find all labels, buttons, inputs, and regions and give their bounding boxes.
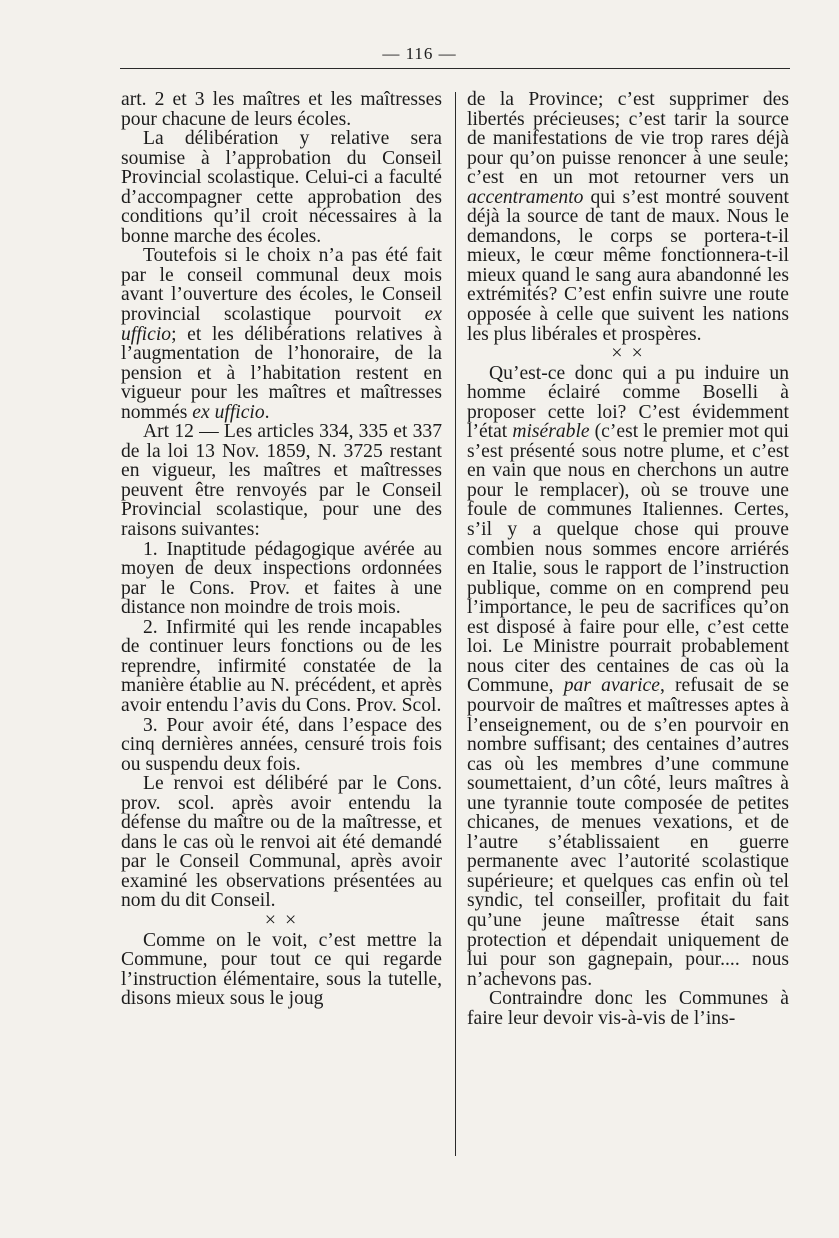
paragraph: Contraindre donc les Communes à faire leur devoir vis-à-vis de l’ins-	[467, 988, 789, 1029]
paragraph: 2. Infirmité qui les rende incapables de continuer leurs fonctions ou de les reprendre, infirmité constatée de la manière établie au N. précédent, et après avoir entendu l’avis du Cons. Prov. Scol.	[121, 616, 442, 716]
column-divider	[455, 92, 456, 1156]
text-span: qui s’est montré souvent déjà la source de tant de maux. Nous le demandons, le corps se portera-t-il mieux, le cœur même fonctionnera-t-il mieux quand le sang aura abandonné les extrémités? C’est enfin suivre une route opposée à celle que suivent les nations les plus libérales et prospères.	[467, 186, 789, 345]
paragraph	[121, 246, 442, 422]
left-column	[121, 90, 442, 1009]
section-separator: × ×	[611, 342, 645, 365]
italic-span: misérable	[512, 421, 590, 443]
paragraph: art. 2 et 3 les maîtres et les maîtresses pour chacune de leurs écoles.	[121, 89, 442, 130]
text-span: ; et les délibérations relatives à l’augmentation de l’honoraire, de la pension et à l’habitation restent en vigueur pour les maîtres et maîtresses nommés	[121, 323, 442, 423]
paragraph	[467, 90, 789, 344]
italic-span: ex ufficio	[121, 304, 442, 345]
italic-span: ex ufficio	[192, 401, 265, 423]
paragraph: Comme on le voit, c’est mettre la Commune, pour tout ce qui regarde l’instruction élémentaire, sous la tutelle, disons mieux sous le joug	[121, 929, 442, 1010]
paragraph: 1. Inaptitude pédagogique avérée au moyen de deux inspections ordonnées par le Cons. Prov. et faites à une distance non moindre de trois mois.	[121, 538, 442, 619]
text-span: Toutefois si le choix n’a pas été fait par le conseil communal deux mois avant l’ouverture des écoles, le Conseil provincial scolastique pourvoit	[121, 245, 442, 326]
text-span: .	[264, 401, 270, 423]
section-separator: × ×	[264, 908, 299, 931]
italic-span: accentramento	[467, 186, 584, 208]
text-span: Qu’est-ce donc qui a pu induire un homme éclairé comme Boselli à proposer cette loi? C’est évidemment l’état	[467, 362, 789, 443]
paragraph: Art 12 — Les articles 334, 335 et 337 de la loi 13 Nov. 1859, N. 3725 restant en vigueur, les maîtres et maîtresses peuvent être renvoyés par le Conseil Provincial scolastique, pour une des raisons suivantes:	[121, 421, 442, 541]
page-number: — 116 —	[382, 44, 457, 63]
paragraph	[467, 364, 789, 990]
text-span: de la Province; c’est supprimer des libertés précieuses; c’est tarir la source de manifestations de vie trop rares déjà pour qu’on puisse renoncer à une seule; c’est en un mot retourner vers un	[467, 89, 789, 189]
header-rule	[120, 68, 790, 69]
right-column	[467, 90, 789, 1028]
italic-span: par avarice	[563, 675, 660, 697]
paragraph: Le renvoi est délibéré par le Cons. prov. scol. après avoir entendu la défense du maître ou de la maîtresse, et dans le cas où le renvoi ait été demandé par le Conseil Communal, après avoir examiné les observations présentées au nom du dit Conseil.	[121, 773, 442, 912]
text-span: , refusait de se pourvoir de maîtres et maîtresses aptes à l’enseignement, ou de s’en pourvoir en nombre suffisant; des centaines d’autres cas où les membres d’une commune soumettaient, d’un côté, leurs maîtres à une tyrannie toute composée de petites chicanes, de menues vexations, et de l’autre s’établissaient en guerre permanente avec l’autorité scolastique supérieure; et quelques cas enfin où tel syndic, tel conseiller, profitait du fait qu’une jeune maîtresse était sans protection et dépendait uniquement de lui pour son gagnepain, pour.... nous n’achevons pas.	[467, 675, 790, 990]
paragraph: 3. Pour avoir été, dans l’espace des cinq dernières années, censuré trois fois ou suspendu deux fois.	[121, 714, 442, 775]
paragraph: La délibération y relative sera soumise à l’approbation du Conseil Provincial scolastique. Celui-ci a faculté d’accompagner cette approbation des conditions qu’il croit nécessaires à la bonne marche des écoles.	[121, 128, 442, 247]
text-span: (c’est le premier mot qui s’est présenté sous notre plume, et c’est en vain que nous en cherchons un autre pour le remplacer), où se trouve une foule de communes Italiennes. Certes, s’il y a quelque chose qui prouve combien nous sommes encore arriérés en Italie, sous le rapport de l’instruction publique, comme on en comprend peu l’importance, le peu de sacrifices qu’on est disposé à faire pour elle, c’est cette loi. Le Ministre pourrait probablement nous citer des centaines de cas où la Commune,	[467, 421, 789, 697]
